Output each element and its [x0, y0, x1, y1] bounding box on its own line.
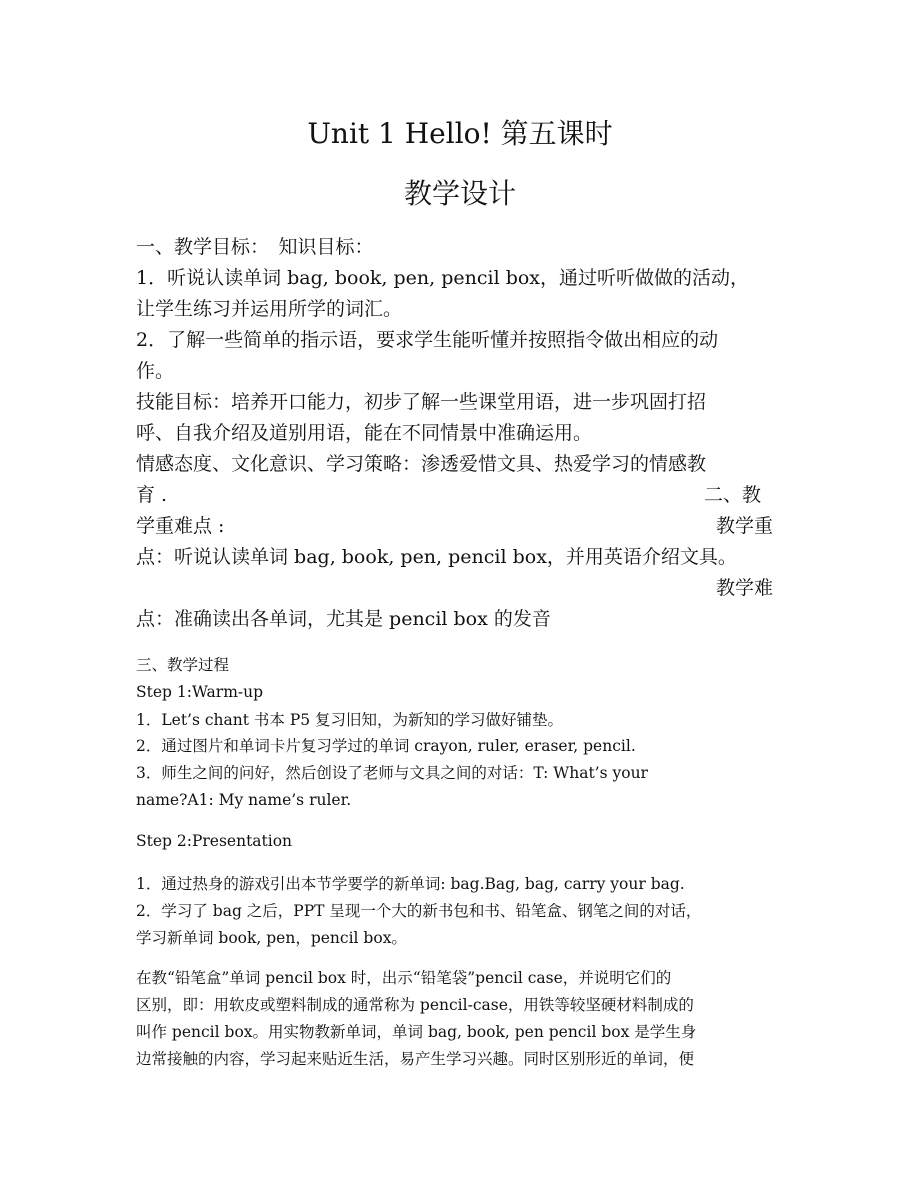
section-teaching-goals-heading: 一、教学目标： 知识目标： — [136, 236, 374, 258]
step-1-line-2: 2．通过图片和单词卡片复习学过的单词 crayon, ruler, eraser, pencil. — [136, 737, 636, 755]
difficult-point-text: 点：准确读出各单词，尤其是 pencil box 的发音 — [136, 608, 551, 630]
step-2-heading: Step 2:Presentation — [136, 832, 293, 850]
step-2-line-1: 1．通过热身的游戏引出本节学要学的新单词: bag.Bag, bag, carry your bag. — [136, 875, 685, 893]
step-1-line-4: name?A1: My name’s ruler. — [136, 791, 352, 809]
document-title: Unit 1 Hello! 第五课时 — [307, 117, 613, 150]
difficult-point-label-fragment: 教学难 — [716, 577, 774, 599]
paragraph-line-4: 边常接触的内容，学习起来贴近生活，易产生学习兴趣。同时区别形近的单词，便 — [136, 1050, 695, 1068]
paragraph-line-2: 区别，即：用软皮或塑料制成的通常称为 pencil-case，用铁等较坚硬材料制成的 — [136, 996, 694, 1014]
emotion-goal-line-1: 情感态度、文化意识、学习策略：渗透爱惜文具、热爱学习的情感教 — [136, 453, 707, 475]
document-subtitle: 教学设计 — [403, 177, 516, 210]
skill-goal-line-2: 呼、自我介绍及道别用语，能在不同情景中准确运用。 — [136, 422, 593, 444]
section-key-points-fragment: 二、教 — [704, 484, 762, 506]
goal-line-4: 作。 — [136, 360, 175, 382]
step-2-line-2: 2．学习了 bag 之后，PPT 呈现一个大的新书包和书、铅笔盒、钢笔之间的对话， — [136, 902, 702, 920]
skill-goal-line-1: 技能目标：培养开口能力，初步了解一些课堂用语，进一步巩固打招 — [136, 391, 707, 413]
goal-line-3: 2．了解一些简单的指示语，要求学生能听懂并按照指令做出相应的动 — [136, 329, 719, 351]
step-1-line-3: 3．师生之间的问好，然后创设了老师与文具之间的对话：T: What’s your — [136, 764, 648, 782]
key-points-heading: 学重难点 : — [136, 515, 225, 537]
key-point-text: 点：听说认读单词 bag, book, pen, pencil box，并用英语介绍文具。 — [136, 546, 737, 568]
step-2-line-3: 学习新单词 book, pen，pencil box。 — [136, 929, 407, 947]
step-1-line-1: 1．Let’s chant 书本 P5 复习旧知，为新知的学习做好铺垫。 — [136, 711, 564, 729]
paragraph-line-1: 在教“铅笔盒”单词 pencil box 时，出示“铅笔袋”pencil case，并说明它们的 — [136, 969, 672, 987]
section-process-heading: 三、教学过程 — [136, 656, 230, 674]
key-point-label-fragment: 教学重 — [716, 515, 774, 537]
step-1-heading: Step 1:Warm-up — [136, 683, 264, 701]
paragraph-line-3: 叫作 pencil box。用实物教新单词，单词 bag, book, pen pencil box 是学生身 — [136, 1023, 697, 1041]
emotion-goal-line-2: 育 . — [136, 484, 168, 506]
goal-line-2: 让学生练习并运用所学的词汇。 — [136, 298, 403, 320]
goal-line-1: 1．听说认读单词 bag, book, pen, pencil box，通过听听做做的活动， — [136, 267, 750, 289]
